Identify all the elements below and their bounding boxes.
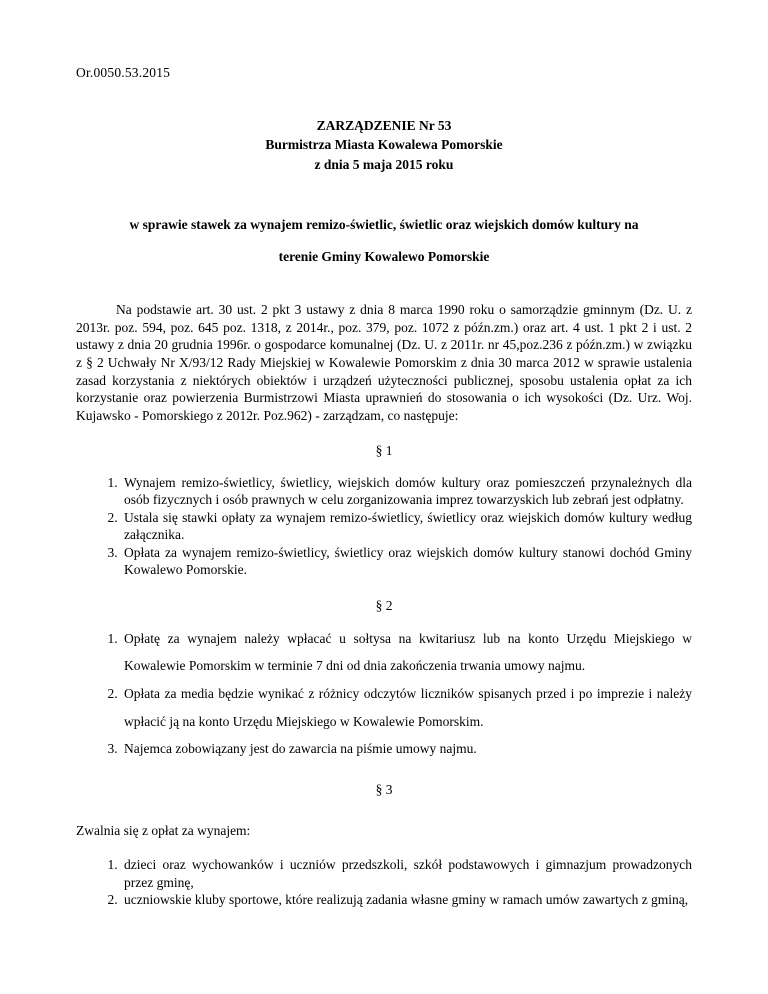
list-item: 2. uczniowskie kluby sportowe, które realizują zadania własne gminy w ramach umów zawartych z gminą,: [121, 891, 692, 909]
list-item: 2. Ustala się stawki opłaty za wynajem remizo-świetlicy, świetlicy oraz wiejskich domów kultury według załącznika.: [121, 509, 692, 544]
subject-line-2: terenie Gminy Kowalewo Pomorskie: [278, 248, 490, 264]
list-item: 1. dzieci oraz wychowanków i uczniów przedszkoli, szkół podstawowych i gimnazjum prowadzonych przez gminę,: [121, 856, 692, 891]
list-item: 3. Najemca zobowiązany jest do zawarcia na piśmie umowy najmu.: [121, 735, 692, 763]
title-line-1: ZARZĄDZENIE Nr 53: [316, 117, 452, 133]
title-block: [76, 116, 692, 175]
subject-line-1: w sprawie stawek za wynajem remizo-świetlic, świetlic oraz wiejskich domów kultury na: [129, 217, 639, 233]
list-item: 3. Opłata za wynajem remizo-świetlicy, świetlicy oraz wiejskich domów kultury stanowi dochód Gminy Kowalewo Pomorskie.: [121, 544, 692, 579]
section-3-intro: Zwalnia się z opłat za wynajem:: [76, 823, 251, 839]
section-2-list: [76, 625, 692, 763]
section-1-list: [76, 474, 692, 579]
subject-block: [76, 216, 692, 265]
title-line-2: Burmistrza Miasta Kowalewa Pomorskie: [265, 137, 503, 153]
list-item: 1. Wynajem remizo-świetlicy, świetlicy, wiejskich domów kultury oraz pomieszczeń przynależnych dla osób fizycznych i osób prawnych w celu zorganizowania imprez towarzyskich lub zebrań jest odpłatny.: [121, 474, 692, 509]
list-item: 1. Opłatę za wynajem należy wpłacać u sołtysa na kwitariusz lub na konto Urzędu Miejskiego w Kowalewie Pomorskim w terminie 7 dni od dnia zakończenia trwania umowy najmu.: [121, 625, 692, 680]
title-line-3: z dnia 5 maja 2015 roku: [314, 156, 454, 172]
section-2-heading: § 2: [375, 597, 393, 613]
list-item: 2. Opłata za media będzie wynikać z różnicy odczytów liczników spisanych przed i po imprezie i należy wpłacić ją na konto Urzędu Miejskiego w Kowalewie Pomorskim.: [121, 680, 692, 735]
section-1-heading: § 1: [375, 443, 393, 459]
section-3-heading: § 3: [375, 781, 393, 797]
reference-number: Or.0050.53.2015: [76, 65, 171, 80]
section-3-list: [76, 856, 692, 909]
preamble-paragraph: Na podstawie art. 30 ust. 2 pkt 3 ustawy z dnia 8 marca 1990 roku o samorządzie gminnym (Dz. U. z 2013r. poz. 594, poz. 645 poz. 1318, z 2014r., poz. 379, poz. 1072 z późn.zm.) oraz art. 4 ust. 1 pkt 2 i ust. 2 ustawy z dnia 20 grudnia 1996r. o gospodarce komunalnej (Dz. U. z 2011r. nr 45,poz.236 z późn.zm.) w związku z § 2 Uchwały Nr X/93/12 Rady Miejskiej w Kowalewie Pomorskim z dnia 30 marca 2012 w sprawie ustalenia zasad korzystania z niektórych obiektów i urządzeń użyteczności publicznej, sposobu ustalenia opłat za ich korzystanie oraz powierzenia Burmistrzowi Miasta uprawnień do stosowania o ich wysokości (Dz. Urz. Woj. Kujawsko - Pomorskiego z 2012r. Poz.962) - zarządzam, co następuje:: [76, 302, 692, 423]
